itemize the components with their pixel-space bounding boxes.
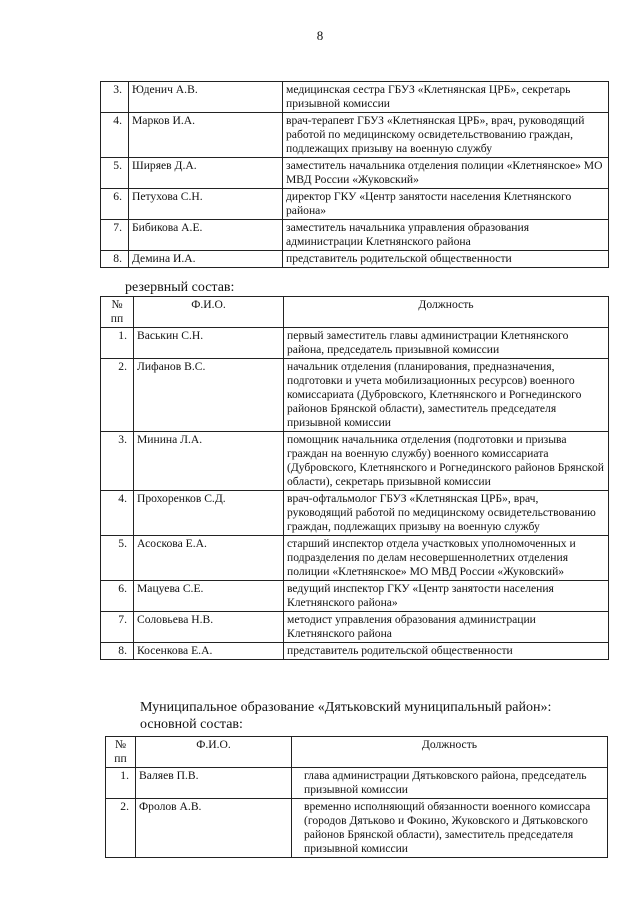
row-number: 4. [101, 491, 134, 536]
member-name: Прохоренков С.Д. [134, 491, 284, 536]
member-name: Демина И.А. [129, 251, 283, 268]
table-row [101, 536, 609, 581]
table-row [101, 359, 609, 432]
member-name: Косенкова Е.А. [134, 643, 284, 660]
member-name: Юденич А.В. [129, 82, 283, 113]
table-row [101, 251, 609, 268]
table-header-row [101, 297, 609, 328]
row-number: 7. [101, 220, 129, 251]
table-row [101, 491, 609, 536]
member-position: заместитель начальника отделения полиции «Клетнянское» МО МВД России «Жуковский» [283, 158, 609, 189]
row-number: 6. [101, 581, 134, 612]
member-position: представитель родительской общественности [284, 643, 609, 660]
table-row [101, 581, 609, 612]
row-number: 3. [101, 432, 134, 491]
member-position: представитель родительской общественности [283, 251, 609, 268]
table-row [101, 612, 609, 643]
member-position: заместитель начальника управления образования администрации Клетнянского района [283, 220, 609, 251]
municipality-heading: Муниципальное образование «Дятьковский муниципальный район»: [140, 700, 552, 715]
member-position: методист управления образования администрации Клетнянского района [284, 612, 609, 643]
table-row [106, 799, 608, 858]
table-row [101, 158, 609, 189]
row-number: 8. [101, 643, 134, 660]
commission-table-continued [100, 81, 609, 268]
member-name: Ширяев Д.А. [129, 158, 283, 189]
member-name: Валяев П.В. [136, 768, 292, 799]
member-position: медицинская сестра ГБУЗ «Клетнянская ЦРБ», секретарь призывной комиссии [283, 82, 609, 113]
member-name: Васькин С.Н. [134, 328, 284, 359]
row-number: 5. [101, 158, 129, 189]
main-composition-heading: основной состав: [140, 717, 243, 732]
member-name: Марков И.А. [129, 113, 283, 158]
member-name: Мацуева С.Е. [134, 581, 284, 612]
row-number: 4. [101, 113, 129, 158]
member-position: первый заместитель главы администрации Клетнянского района, председатель призывной комиссии [284, 328, 609, 359]
table-row [101, 220, 609, 251]
row-number: 1. [106, 768, 136, 799]
member-position: врач-терапевт ГБУЗ «Клетнянская ЦРБ», врач, руководящий работой по медицинскому освидетельствованию граждан, подлежащих призыву на военную службу [283, 113, 609, 158]
table-row [101, 432, 609, 491]
table-row [106, 768, 608, 799]
page-number: 8 [316, 28, 324, 43]
member-name: Петухова С.Н. [129, 189, 283, 220]
table-row [101, 82, 609, 113]
member-position: глава администрации Дятьковского района, председатель призывной комиссии [292, 768, 608, 799]
row-number: 5. [101, 536, 134, 581]
member-position: врач-офтальмолог ГБУЗ «Клетнянская ЦРБ», врач, руководящий работой по медицинскому освидетельствованию граждан, подлежащих призыву на военную службу [284, 491, 609, 536]
member-name: Асоскова Е.А. [134, 536, 284, 581]
row-number: 1. [101, 328, 134, 359]
column-header-position: Должность [284, 297, 609, 328]
column-header-name: Ф.И.О. [134, 297, 284, 328]
member-position: временно исполняющий обязанности военного комиссара (городов Дятьково и Фокино, Жуковского и Дятьковского районов Брянской области), заместитель председателя призывной комиссии [292, 799, 608, 858]
row-number: 2. [101, 359, 134, 432]
dyatkovo-commission-table [105, 736, 608, 858]
row-number: 6. [101, 189, 129, 220]
reserve-heading: резервный состав: [125, 280, 235, 295]
member-name: Фролов А.В. [136, 799, 292, 858]
column-header-number: № пп [106, 737, 136, 768]
member-position: помощник начальника отделения (подготовки и призыва граждан на военную службу) военного комиссариата (Дубровского, Клетнянского и Рогнединского районов Брянской области), секретарь призывной комиссии [284, 432, 609, 491]
member-name: Бибикова А.Е. [129, 220, 283, 251]
member-name: Соловьева Н.В. [134, 612, 284, 643]
member-position: старший инспектор отдела участковых уполномоченных и подразделения по делам несовершеннолетних отделения полиции «Клетнянское» МО МВД России «Жуковский» [284, 536, 609, 581]
column-header-number: № пп [101, 297, 134, 328]
row-number: 8. [101, 251, 129, 268]
reserve-commission-table [100, 296, 609, 660]
member-position: ведущий инспектор ГКУ «Центр занятости населения Клетнянского района» [284, 581, 609, 612]
table-row [101, 113, 609, 158]
row-number: 7. [101, 612, 134, 643]
member-name: Лифанов В.С. [134, 359, 284, 432]
table-row [101, 328, 609, 359]
column-header-position: Должность [292, 737, 608, 768]
member-position: директор ГКУ «Центр занятости населения Клетнянского района» [283, 189, 609, 220]
table-row [101, 189, 609, 220]
table-row [101, 643, 609, 660]
member-position: начальник отделения (планирования, предназначения, подготовки и учета мобилизационных ресурсов) военного комиссариата (Дубровского, Клетнянского и Рогнединского районов Брянской области), заместитель председателя призывной комиссии [284, 359, 609, 432]
row-number: 2. [106, 799, 136, 858]
row-number: 3. [101, 82, 129, 113]
column-header-name: Ф.И.О. [136, 737, 292, 768]
table-header-row [106, 737, 608, 768]
member-name: Минина Л.А. [134, 432, 284, 491]
